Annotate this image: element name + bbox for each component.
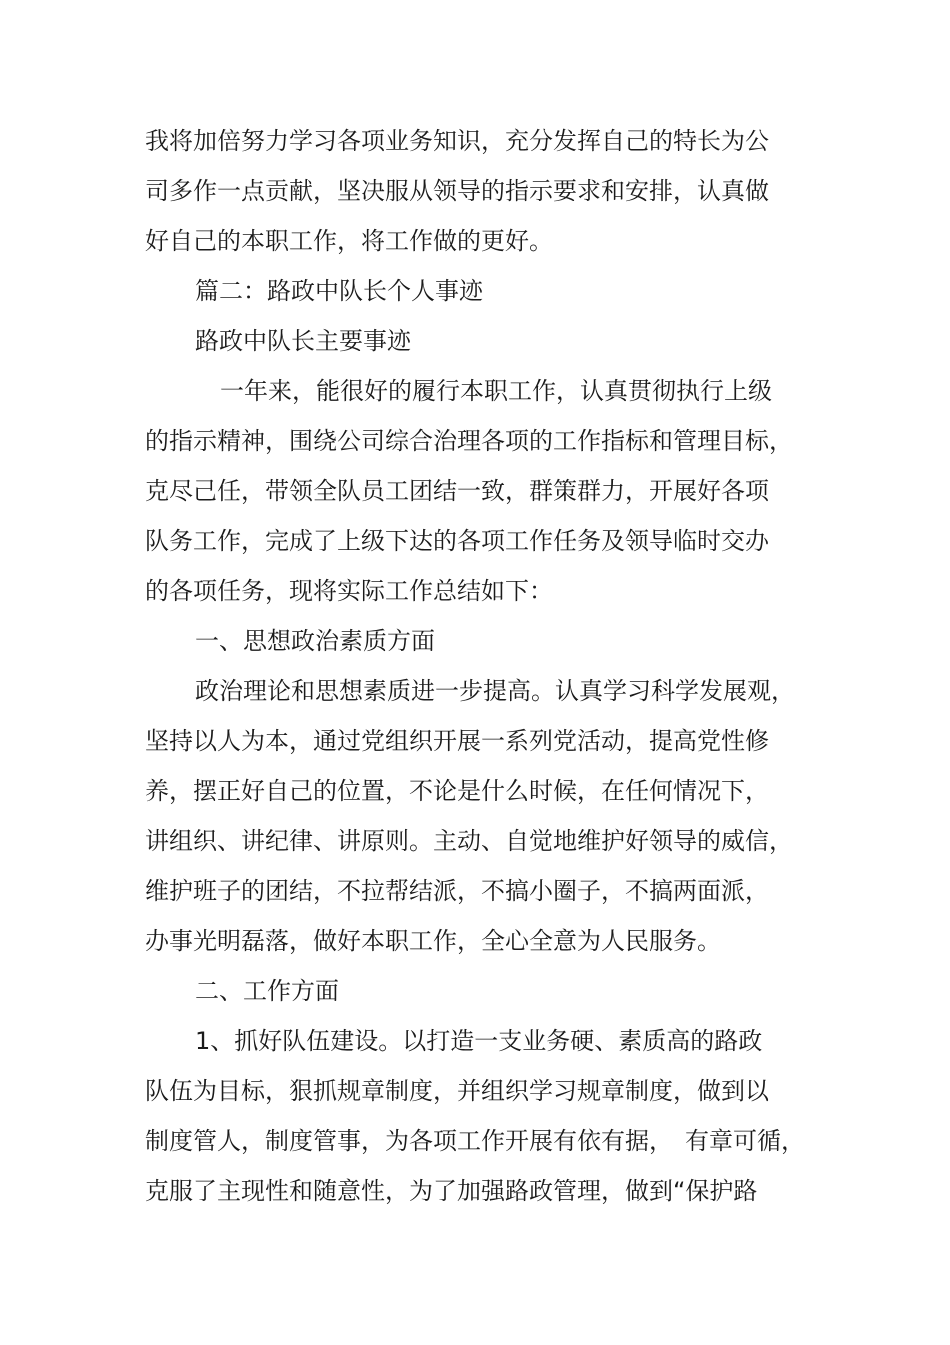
text-line: 我将加倍努力学习各项业务知识，充分发挥自己的特长为公 (145, 127, 769, 155)
text-line: 的各项任务，现将实际工作总结如下： (145, 577, 553, 605)
text-line: 坚持以人为本，通过党组织开展一系列党活动，提高党性修 (145, 727, 769, 755)
section-heading: 篇二：路政中队长个人事迹 (195, 277, 483, 305)
text-line: 1、抓好队伍建设。以打造一支业务硬、素质高的路政 (195, 1027, 763, 1055)
text-line: 办事光明磊落，做好本职工作，全心全意为人民服务。 (145, 927, 721, 955)
text-line: 队伍为目标，狠抓规章制度，并组织学习规章制度，做到以 (145, 1077, 769, 1105)
text-line: 制度管人，制度管事，为各项工作开展有依有据， 有章可循， (145, 1127, 805, 1155)
text-line: 维护班子的团结，不拉帮结派，不搞小圈子，不搞两面派， (145, 877, 769, 905)
text-line: 的指示精神，围绕公司综合治理各项的工作指标和管理目标， (145, 427, 793, 455)
text-line: 克服了主现性和随意性，为了加强路政管理，做到“保护路 (145, 1177, 758, 1205)
text-line: 好自己的本职工作，将工作做的更好。 (145, 227, 553, 255)
section-heading: 一、思想政治素质方面 (195, 627, 435, 655)
section-heading: 二、工作方面 (195, 977, 339, 1005)
text-line: 队务工作，完成了上级下达的各项工作任务及领导临时交办 (145, 527, 769, 555)
section-subheading: 路政中队长主要事迹 (195, 327, 411, 355)
text-line: 一年来，能很好的履行本职工作，认真贯彻执行上级 (220, 377, 772, 405)
text-line: 司多作一点贡献，坚决服从领导的指示要求和安排，认真做 (145, 177, 769, 205)
text-line: 讲组织、讲纪律、讲原则。主动、自觉地维护好领导的威信， (145, 827, 793, 855)
text-line: 克尽己任，带领全队员工团结一致，群策群力，开展好各项 (145, 477, 769, 505)
text-line: 政治理论和思想素质进一步提高。认真学习科学发展观， (195, 677, 795, 705)
text-line: 养，摆正好自己的位置，不论是什么时候，在任何情况下， (145, 777, 769, 805)
